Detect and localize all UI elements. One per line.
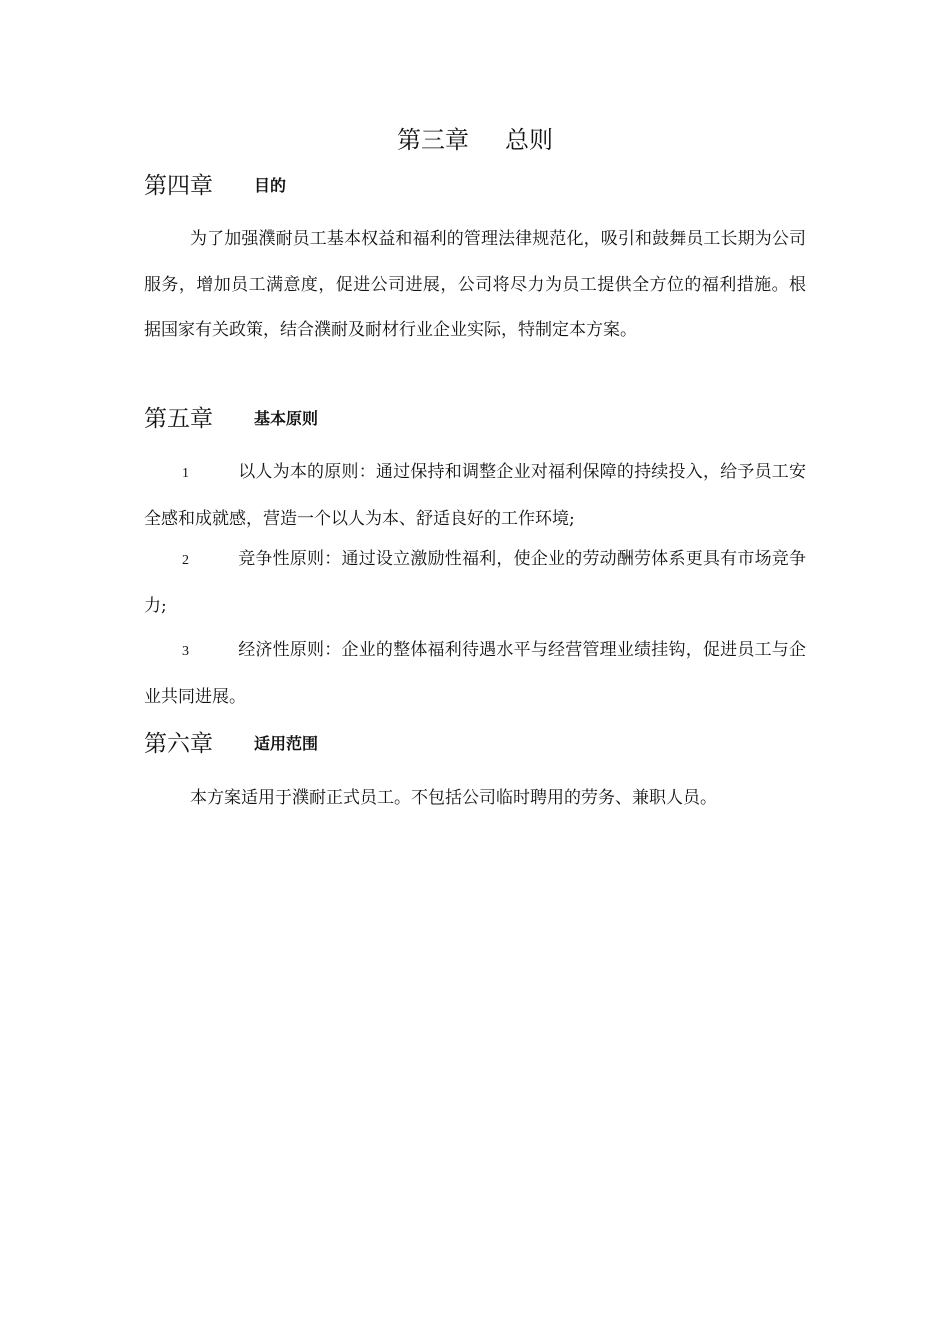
principle-item	[144, 537, 806, 629]
section-name: 基本原则	[254, 409, 319, 428]
section-chapter-number: 第五章	[144, 406, 213, 432]
section-heading-purpose	[144, 168, 286, 204]
section-heading-principles	[144, 401, 318, 437]
principle-text: 经济性原则：企业的整体福利待遇水平与经营管理业绩挂钩，促进员工与企业共同进展。	[144, 640, 806, 707]
principle-text: 竞争性原则：通过设立激励性福利，使企业的劳动酬劳体系更具有市场竞争力;	[144, 549, 806, 616]
purpose-paragraph: 为了加强濮耐员工基本权益和福利的管理法律规范化，吸引和鼓舞员工长期为公司服务，增加员工满意度，促进公司进展，公司将尽力为员工提供全方位的福利措施。根据国家有关政策，结合濮耐及耐材行业企业实际，特制定本方案。	[144, 229, 806, 340]
principle-item	[144, 628, 806, 720]
principle-index: 3	[182, 644, 189, 659]
page-title	[0, 122, 950, 158]
title-name: 总则	[505, 126, 553, 154]
principle-index: 2	[182, 553, 189, 568]
principle-text: 以人为本的原则：通过保持和调整企业对福利保障的持续投入，给予员工安全感和成就感，营造一个以人为本、舒适良好的工作环境;	[144, 462, 806, 529]
section-chapter-number: 第四章	[144, 173, 213, 199]
section-chapter-number: 第六章	[144, 731, 213, 757]
principle-item	[144, 450, 806, 542]
section-heading-scope	[144, 726, 318, 762]
principle-index: 1	[182, 466, 189, 481]
scope-paragraph: 本方案适用于濮耐正式员工。不包括公司临时聘用的劳务、兼职人员。	[190, 788, 717, 808]
title-chapter: 第三章	[397, 126, 469, 154]
section-name: 适用范围	[254, 734, 319, 753]
section-name: 目的	[254, 176, 287, 195]
